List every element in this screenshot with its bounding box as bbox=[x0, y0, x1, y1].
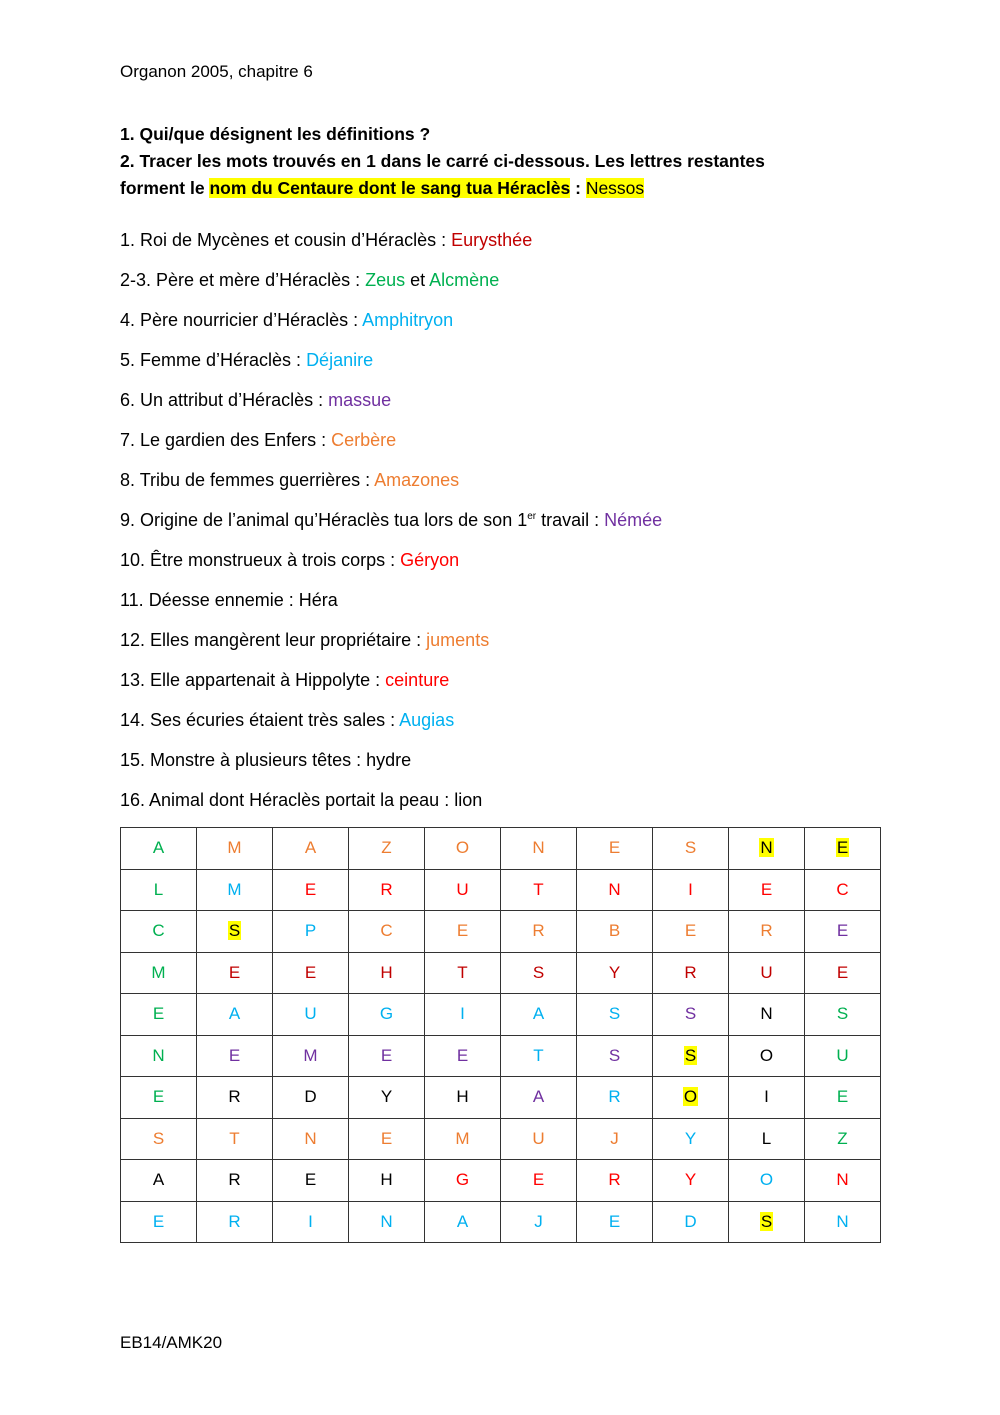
grid-letter: O bbox=[759, 1045, 774, 1065]
grid-letter: M bbox=[303, 1045, 318, 1065]
definition-text: 8. Tribu de femmes guerrières : bbox=[120, 470, 375, 490]
grid-cell bbox=[653, 828, 729, 870]
grid-letter: E bbox=[760, 879, 773, 899]
grid-cell bbox=[349, 994, 425, 1036]
grid-cell bbox=[425, 869, 501, 911]
grid-cell bbox=[577, 869, 653, 911]
definition-text: 5. Femme d’Héraclès : bbox=[120, 350, 307, 370]
definition-answer: Eurysthée bbox=[451, 230, 533, 250]
grid-letter: U bbox=[532, 1128, 545, 1148]
grid-cell bbox=[273, 869, 349, 911]
definition-text: 11. Déesse ennemie : bbox=[120, 590, 299, 610]
remaining-letter: E bbox=[836, 838, 849, 858]
grid-letter: S bbox=[608, 1004, 621, 1024]
grid-letter: S bbox=[836, 1004, 849, 1024]
grid-cell bbox=[349, 828, 425, 870]
grid-cell bbox=[653, 952, 729, 994]
grid-letter: E bbox=[304, 1170, 317, 1190]
grid-row bbox=[121, 1077, 881, 1119]
grid-cell bbox=[729, 1160, 805, 1202]
definition-text: 6. Un attribut d’Héraclès : bbox=[120, 390, 329, 410]
grid-row bbox=[121, 1160, 881, 1202]
grid-cell bbox=[273, 1160, 349, 1202]
grid-letter: E bbox=[836, 962, 849, 982]
grid-letter: A bbox=[152, 1170, 165, 1190]
definition-answer: Augias bbox=[399, 710, 455, 730]
definition-item bbox=[120, 508, 662, 548]
grid-cell bbox=[349, 1160, 425, 1202]
grid-cell bbox=[805, 869, 881, 911]
grid-cell bbox=[653, 1160, 729, 1202]
grid-letter: R bbox=[532, 921, 545, 941]
grid-letter: R bbox=[228, 1087, 241, 1107]
grid-letter: O bbox=[759, 1170, 774, 1190]
definition-text: 12. Elles mangèrent leur propriétaire : bbox=[120, 630, 427, 650]
definition-answer: Némée bbox=[604, 510, 663, 530]
definition-item bbox=[120, 468, 662, 508]
grid-cell bbox=[577, 828, 653, 870]
grid-cell bbox=[121, 994, 197, 1036]
grid-letter: N bbox=[836, 1211, 849, 1231]
grid-letter: Z bbox=[381, 838, 392, 858]
definition-item bbox=[120, 548, 662, 588]
grid-letter: Y bbox=[608, 962, 621, 982]
definition-item bbox=[120, 228, 662, 268]
definition-answer: Cerbère bbox=[331, 430, 397, 450]
definition-text: 9. Origine de l’animal qu’Héraclès tua lors de son 1 bbox=[120, 510, 528, 530]
grid-cell bbox=[805, 952, 881, 994]
grid-letter: N bbox=[152, 1045, 165, 1065]
grid-cell bbox=[197, 1035, 273, 1077]
grid-letter: E bbox=[456, 921, 469, 941]
grid-letter: C bbox=[836, 879, 849, 899]
grid-letter: M bbox=[227, 838, 242, 858]
definition-text: 2-3. Père et mère d’Héraclès : bbox=[120, 270, 366, 290]
definition-text: travail : bbox=[536, 510, 605, 530]
grid-letter: T bbox=[533, 879, 544, 899]
grid-cell bbox=[425, 1077, 501, 1119]
remaining-letter: S bbox=[684, 1045, 697, 1065]
definition-text: 7. Le gardien des Enfers : bbox=[120, 430, 332, 450]
grid-cell bbox=[121, 828, 197, 870]
grid-letter: A bbox=[532, 1087, 545, 1107]
grid-cell bbox=[197, 952, 273, 994]
definition-text: 4. Père nourricier d’Héraclès : bbox=[120, 310, 363, 330]
grid-cell bbox=[349, 952, 425, 994]
definition-answer: Géryon bbox=[400, 550, 460, 570]
grid-cell bbox=[197, 869, 273, 911]
grid-cell bbox=[349, 911, 425, 953]
grid-letter: E bbox=[380, 1128, 393, 1148]
grid-letter: B bbox=[608, 921, 621, 941]
grid-row bbox=[121, 952, 881, 994]
grid-cell bbox=[349, 1035, 425, 1077]
grid-cell bbox=[729, 1077, 805, 1119]
grid-cell bbox=[121, 911, 197, 953]
definition-item bbox=[120, 348, 662, 388]
definition-answer: Amphitryon bbox=[362, 310, 454, 330]
definition-answer: juments bbox=[426, 630, 490, 650]
definition-item bbox=[120, 668, 662, 708]
grid-cell bbox=[425, 1035, 501, 1077]
grid-cell bbox=[273, 911, 349, 953]
grid-cell bbox=[577, 1077, 653, 1119]
grid-row bbox=[121, 994, 881, 1036]
grid-letter: R bbox=[760, 921, 773, 941]
grid-letter: H bbox=[380, 962, 393, 982]
grid-cell bbox=[577, 952, 653, 994]
definition-answer: Amazones bbox=[374, 470, 460, 490]
grid-letter: H bbox=[456, 1087, 469, 1107]
grid-cell bbox=[729, 911, 805, 953]
instructions bbox=[120, 121, 900, 202]
grid-letter: R bbox=[228, 1211, 241, 1231]
definition-item bbox=[120, 268, 662, 308]
grid-cell bbox=[273, 1201, 349, 1243]
grid-cell bbox=[729, 1201, 805, 1243]
grid-letter: A bbox=[152, 838, 165, 858]
definition-item bbox=[120, 388, 662, 428]
grid-letter: D bbox=[304, 1087, 317, 1107]
word-search-grid bbox=[120, 827, 881, 1243]
grid-cell bbox=[653, 911, 729, 953]
grid-letter: N bbox=[836, 1170, 849, 1190]
grid-cell bbox=[805, 994, 881, 1036]
grid-cell bbox=[425, 1118, 501, 1160]
question-1: 1. Qui/que désignent les définitions ? bbox=[120, 124, 431, 144]
definition-text: 15. Monstre à plusieurs têtes : bbox=[120, 750, 367, 770]
grid-cell bbox=[805, 911, 881, 953]
grid-letter: Z bbox=[837, 1128, 848, 1148]
grid-row bbox=[121, 1118, 881, 1160]
definition-answer: massue bbox=[328, 390, 392, 410]
definition-answer: Déjanire bbox=[306, 350, 374, 370]
definition-text: 10. Être monstrueux à trois corps : bbox=[120, 550, 401, 570]
grid-cell bbox=[349, 1077, 425, 1119]
grid-letter: L bbox=[153, 879, 164, 899]
grid-letter: I bbox=[688, 879, 693, 899]
grid-cell bbox=[501, 911, 577, 953]
grid-cell bbox=[425, 952, 501, 994]
grid-row bbox=[121, 911, 881, 953]
grid-cell bbox=[197, 911, 273, 953]
grid-cell bbox=[425, 1160, 501, 1202]
grid-cell bbox=[425, 994, 501, 1036]
grid-letter: E bbox=[836, 1087, 849, 1107]
grid-letter: S bbox=[684, 838, 697, 858]
grid-letter: H bbox=[380, 1170, 393, 1190]
grid-letter: P bbox=[304, 921, 317, 941]
grid-cell bbox=[653, 994, 729, 1036]
definition-item bbox=[120, 628, 662, 668]
grid-letter: Y bbox=[380, 1087, 393, 1107]
grid-cell bbox=[273, 1035, 349, 1077]
grid-cell bbox=[577, 1201, 653, 1243]
grid-letter: J bbox=[610, 1128, 619, 1148]
definition-answer: Alcmène bbox=[429, 270, 500, 290]
grid-cell bbox=[805, 1160, 881, 1202]
grid-cell bbox=[501, 1118, 577, 1160]
grid-cell bbox=[805, 1077, 881, 1119]
grid-cell bbox=[577, 1118, 653, 1160]
definition-item bbox=[120, 788, 662, 828]
grid-letter: T bbox=[533, 1045, 544, 1065]
grid-letter: U bbox=[836, 1045, 849, 1065]
grid-letter: E bbox=[304, 879, 317, 899]
grid-letter: U bbox=[456, 879, 469, 899]
grid-letter: M bbox=[227, 879, 242, 899]
grid-letter: I bbox=[308, 1211, 313, 1231]
document-header: Organon 2005, chapitre 6 bbox=[120, 62, 313, 81]
grid-letter: S bbox=[152, 1128, 165, 1148]
grid-cell bbox=[197, 1160, 273, 1202]
grid-letter: Y bbox=[684, 1170, 697, 1190]
centaur-answer: Nessos bbox=[585, 178, 645, 198]
grid-letter: I bbox=[764, 1087, 769, 1107]
definition-item bbox=[120, 588, 662, 628]
grid-row bbox=[121, 828, 881, 870]
grid-letter: R bbox=[608, 1087, 621, 1107]
grid-cell bbox=[805, 1035, 881, 1077]
grid-cell bbox=[501, 1160, 577, 1202]
grid-cell bbox=[805, 828, 881, 870]
grid-cell bbox=[121, 952, 197, 994]
grid-cell bbox=[121, 1201, 197, 1243]
question-2-line-1: 2. Tracer les mots trouvés en 1 dans le carré ci-dessous. Les lettres restantes bbox=[120, 151, 765, 171]
grid-cell bbox=[501, 952, 577, 994]
grid-letter: N bbox=[304, 1128, 317, 1148]
grid-letter: N bbox=[380, 1211, 393, 1231]
grid-cell bbox=[121, 1035, 197, 1077]
grid-letter: T bbox=[457, 962, 468, 982]
grid-cell bbox=[501, 869, 577, 911]
superscript: er bbox=[527, 511, 537, 522]
grid-letter: U bbox=[760, 962, 773, 982]
grid-cell bbox=[653, 869, 729, 911]
grid-letter: E bbox=[152, 1004, 165, 1024]
grid-letter: Y bbox=[684, 1128, 697, 1148]
grid-cell bbox=[273, 828, 349, 870]
grid-cell bbox=[425, 828, 501, 870]
grid-cell bbox=[577, 1160, 653, 1202]
definition-answer: ceinture bbox=[385, 670, 450, 690]
definition-text: 1. Roi de Mycènes et cousin d’Héraclès : bbox=[120, 230, 452, 250]
grid-cell bbox=[653, 1035, 729, 1077]
question-2-line-2 bbox=[120, 175, 900, 202]
grid-cell bbox=[729, 1035, 805, 1077]
definition-answer: Héra bbox=[298, 590, 338, 610]
grid-cell bbox=[121, 869, 197, 911]
grid-letter: A bbox=[228, 1004, 241, 1024]
grid-row bbox=[121, 1201, 881, 1243]
grid-letter: R bbox=[608, 1170, 621, 1190]
grid-letter: T bbox=[229, 1128, 240, 1148]
grid-cell bbox=[197, 828, 273, 870]
highlighted-prompt: nom du Centaure dont le sang tua Héraclès bbox=[209, 178, 571, 198]
grid-cell bbox=[425, 1201, 501, 1243]
grid-letter: E bbox=[532, 1170, 545, 1190]
grid-letter: G bbox=[455, 1170, 470, 1190]
grid-letter: M bbox=[455, 1128, 470, 1148]
grid-cell bbox=[349, 869, 425, 911]
grid-letter: D bbox=[684, 1211, 697, 1231]
grid-cell bbox=[729, 994, 805, 1036]
definition-answer: lion bbox=[454, 790, 483, 810]
question-2-lead: forment le bbox=[120, 178, 210, 198]
definition-answer: hydre bbox=[366, 750, 412, 770]
remaining-letter: N bbox=[760, 838, 773, 858]
grid-cell bbox=[197, 994, 273, 1036]
grid-letter: L bbox=[761, 1128, 772, 1148]
grid-letter: E bbox=[684, 921, 697, 941]
grid-cell bbox=[805, 1201, 881, 1243]
grid-letter: E bbox=[608, 1211, 621, 1231]
grid-letter: A bbox=[304, 838, 317, 858]
separator: : bbox=[570, 178, 586, 198]
grid-letter: U bbox=[304, 1004, 317, 1024]
grid-letter: E bbox=[152, 1087, 165, 1107]
grid-row bbox=[121, 869, 881, 911]
grid-cell bbox=[501, 828, 577, 870]
grid-letter: E bbox=[380, 1045, 393, 1065]
grid-letter: G bbox=[379, 1004, 394, 1024]
definition-answer: Zeus bbox=[365, 270, 406, 290]
grid-letter: E bbox=[228, 1045, 241, 1065]
grid-cell bbox=[653, 1118, 729, 1160]
grid-cell bbox=[653, 1077, 729, 1119]
document-footer: EB14/AMK20 bbox=[120, 1333, 223, 1352]
grid-cell bbox=[121, 1160, 197, 1202]
grid-cell bbox=[577, 911, 653, 953]
grid-letter: J bbox=[534, 1211, 543, 1231]
grid-letter: C bbox=[380, 921, 393, 941]
grid-cell bbox=[273, 952, 349, 994]
grid-letter: N bbox=[760, 1004, 773, 1024]
grid-letter: E bbox=[152, 1211, 165, 1231]
grid-cell bbox=[349, 1118, 425, 1160]
grid-cell bbox=[349, 1201, 425, 1243]
grid-letter: E bbox=[456, 1045, 469, 1065]
grid-letter: E bbox=[228, 962, 241, 982]
grid-letter: R bbox=[228, 1170, 241, 1190]
grid-row bbox=[121, 1035, 881, 1077]
grid-letter: O bbox=[455, 838, 470, 858]
grid-letter: E bbox=[304, 962, 317, 982]
grid-cell bbox=[577, 1035, 653, 1077]
grid-cell bbox=[501, 994, 577, 1036]
definition-item bbox=[120, 308, 662, 348]
grid-cell bbox=[425, 911, 501, 953]
remaining-letter: O bbox=[683, 1087, 698, 1107]
grid-cell bbox=[729, 1118, 805, 1160]
grid-letter: C bbox=[152, 921, 165, 941]
definition-text: 13. Elle appartenait à Hippolyte : bbox=[120, 670, 386, 690]
grid-cell bbox=[729, 869, 805, 911]
grid-letter: N bbox=[532, 838, 545, 858]
grid-letter: A bbox=[532, 1004, 545, 1024]
grid-letter: E bbox=[836, 921, 849, 941]
grid-cell bbox=[729, 828, 805, 870]
grid-letter: E bbox=[608, 838, 621, 858]
definition-text: 16. Animal dont Héraclès portait la peau : bbox=[120, 790, 455, 810]
grid-letter: A bbox=[456, 1211, 469, 1231]
definition-item bbox=[120, 708, 662, 748]
grid-letter: R bbox=[380, 879, 393, 899]
definition-text: 14. Ses écuries étaient très sales : bbox=[120, 710, 400, 730]
grid-cell bbox=[273, 1118, 349, 1160]
grid-cell bbox=[273, 1077, 349, 1119]
grid-cell bbox=[197, 1077, 273, 1119]
definition-item bbox=[120, 748, 662, 788]
definition-text: et bbox=[405, 270, 430, 290]
grid-letter: S bbox=[532, 962, 545, 982]
grid-cell bbox=[121, 1118, 197, 1160]
definitions-list bbox=[120, 228, 662, 828]
grid-cell bbox=[121, 1077, 197, 1119]
grid-letter: S bbox=[608, 1045, 621, 1065]
grid-cell bbox=[501, 1077, 577, 1119]
grid-cell bbox=[653, 1201, 729, 1243]
grid-cell bbox=[577, 994, 653, 1036]
grid-cell bbox=[501, 1201, 577, 1243]
definition-item bbox=[120, 428, 662, 468]
grid-letter: S bbox=[684, 1004, 697, 1024]
remaining-letter: S bbox=[760, 1211, 773, 1231]
grid-cell bbox=[273, 994, 349, 1036]
grid-letter: R bbox=[684, 962, 697, 982]
grid-cell bbox=[197, 1118, 273, 1160]
grid-cell bbox=[805, 1118, 881, 1160]
grid-cell bbox=[197, 1201, 273, 1243]
grid-cell bbox=[729, 952, 805, 994]
grid-cell bbox=[501, 1035, 577, 1077]
remaining-letter: S bbox=[228, 921, 241, 941]
grid-letter: M bbox=[151, 962, 166, 982]
grid-letter: I bbox=[460, 1004, 465, 1024]
grid-letter: N bbox=[608, 879, 621, 899]
